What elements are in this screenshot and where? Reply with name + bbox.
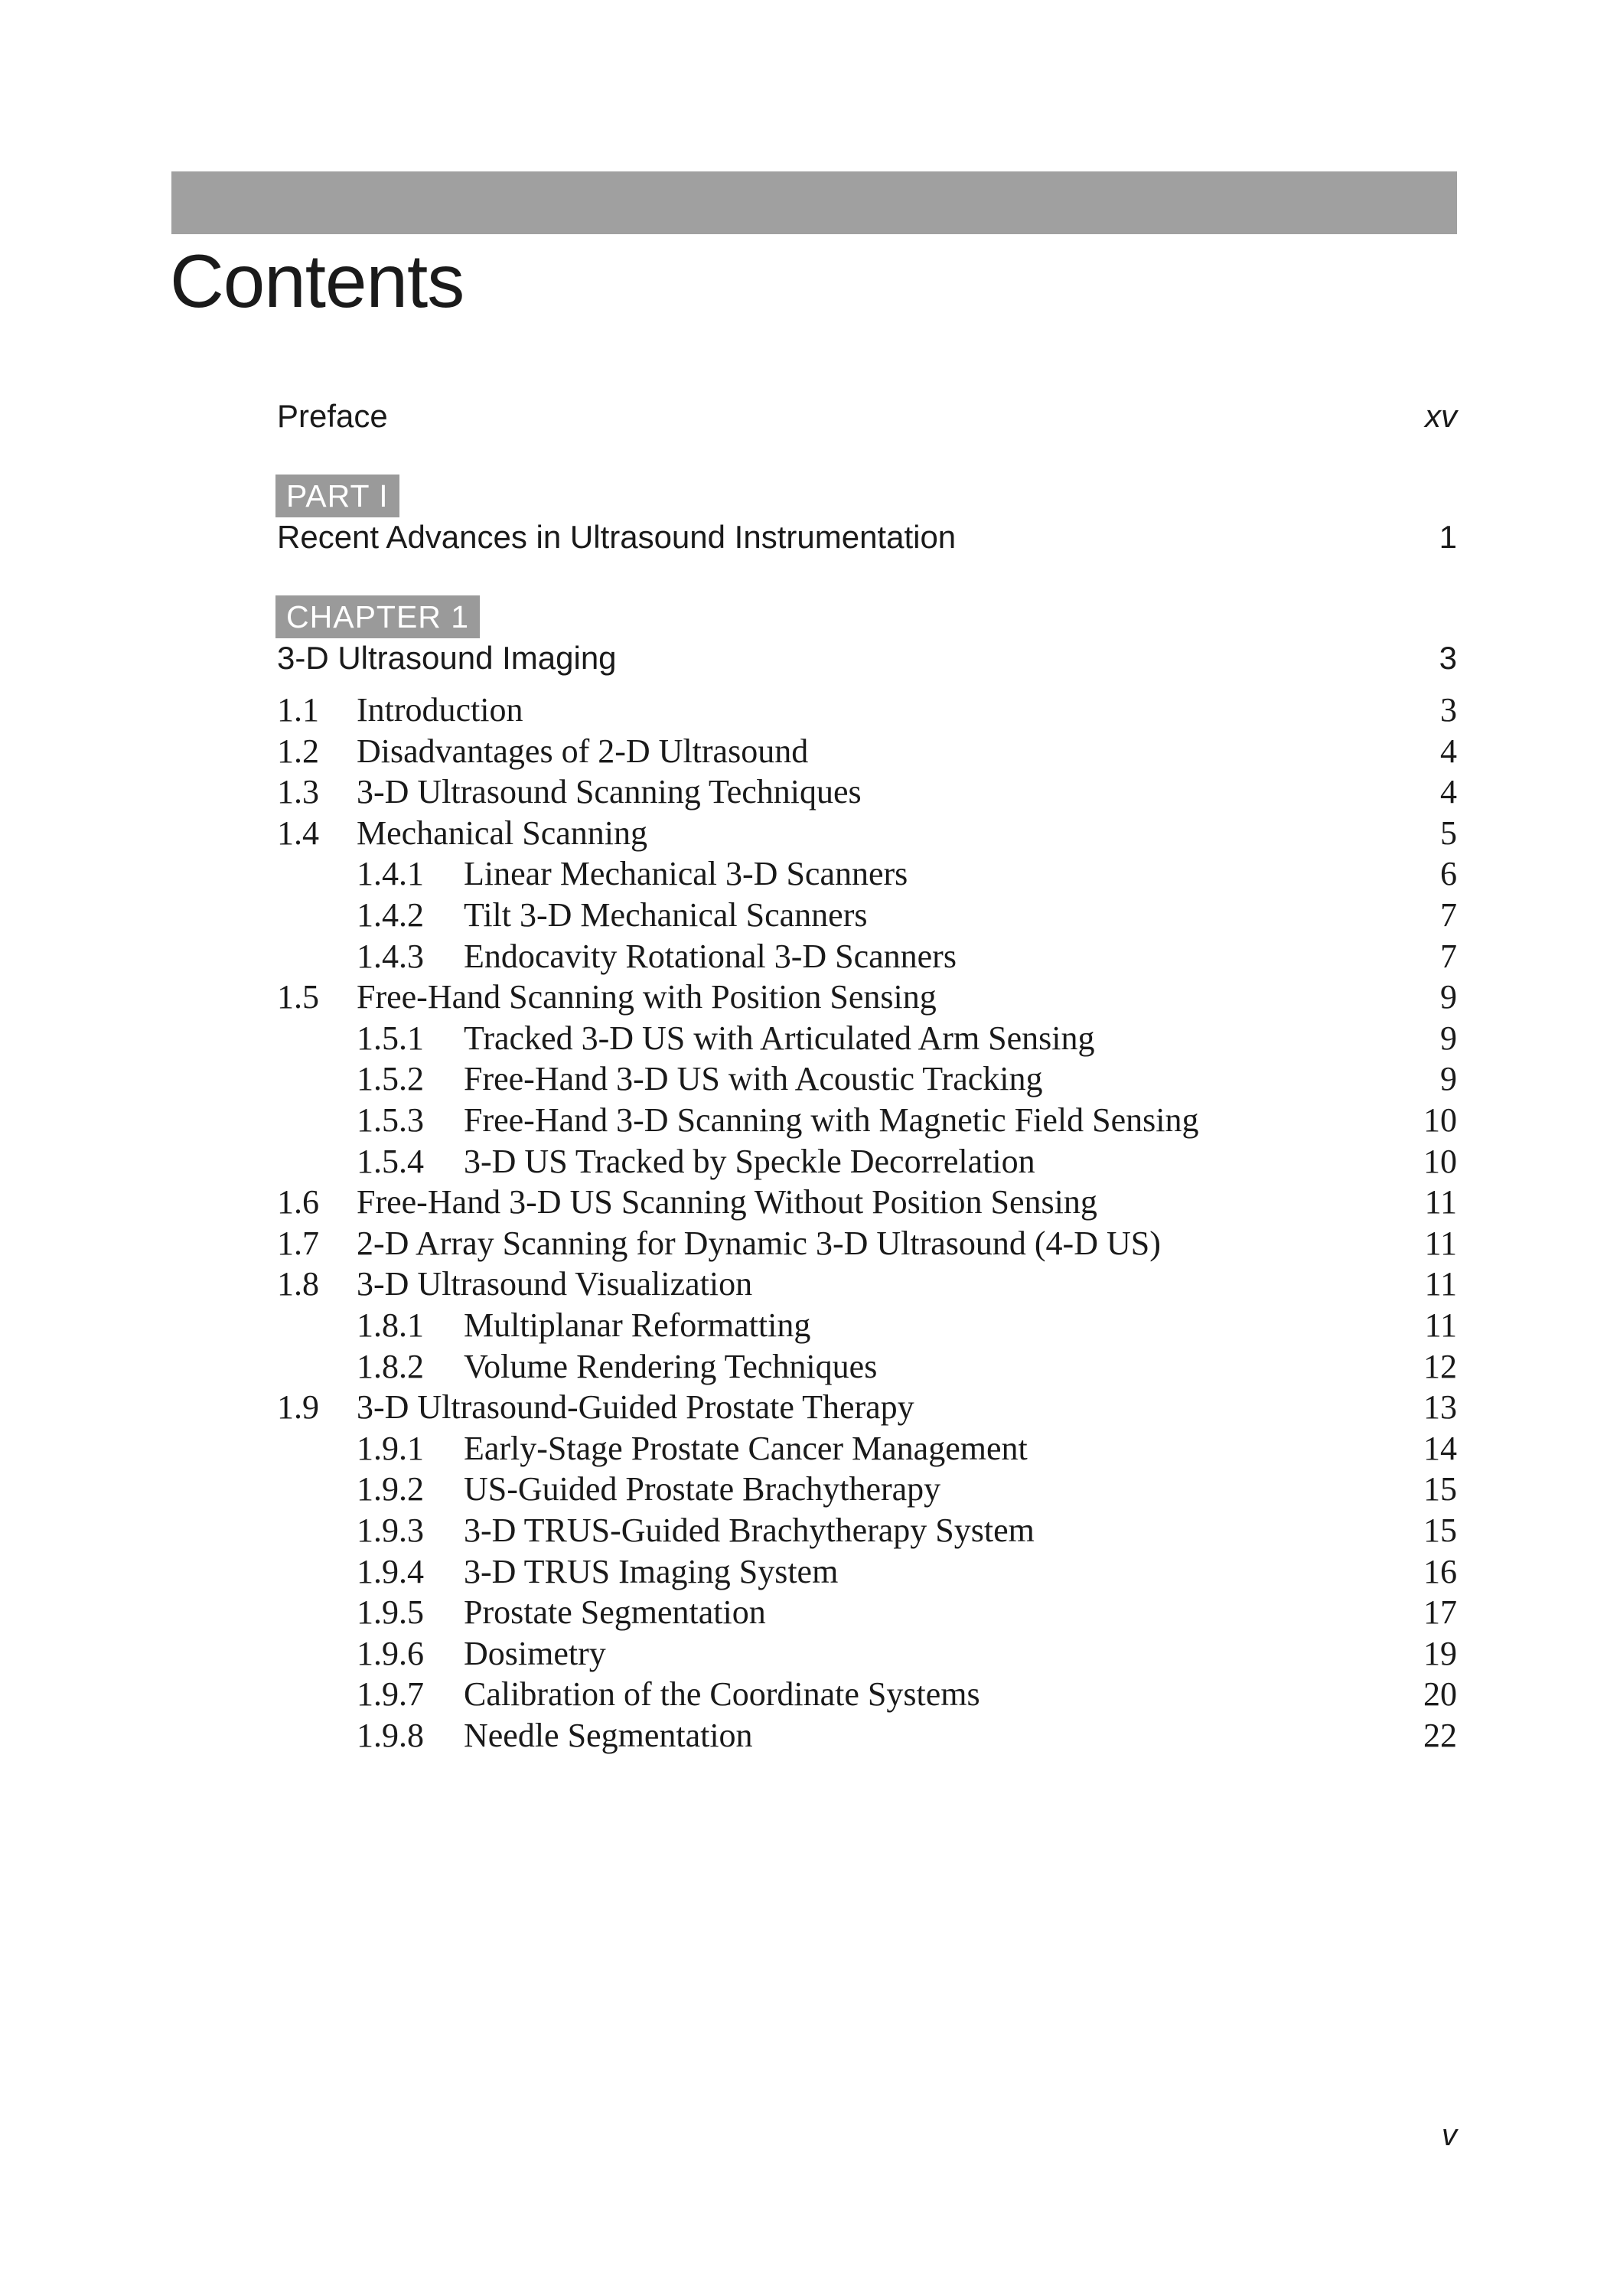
page-folio: v <box>1442 2118 1457 2152</box>
section-number: 1.4.3 <box>357 937 424 975</box>
toc-section-entry[interactable] <box>357 1675 1457 1714</box>
section-page: 7 <box>1440 937 1457 975</box>
section-page: 10 <box>1423 1142 1457 1180</box>
toc-entry-left <box>277 1388 914 1427</box>
section-number: 1.9.5 <box>357 1593 424 1632</box>
section-title: Multiplanar Reformatting <box>464 1306 811 1344</box>
section-number: 1.9.8 <box>357 1717 424 1754</box>
section-number: 1.9.2 <box>357 1470 424 1508</box>
chapter-badge: CHAPTER 1 <box>275 595 480 638</box>
toc-section-entry[interactable] <box>277 977 1457 1016</box>
toc-entry-left <box>277 814 647 853</box>
section-page: 11 <box>1424 1224 1457 1262</box>
toc-section-entry[interactable] <box>357 1552 1457 1591</box>
toc-entry-left <box>357 854 908 893</box>
section-number: 1.9.1 <box>357 1429 424 1467</box>
section-title: 3-D TRUS-Guided Brachytherapy System <box>464 1512 1035 1549</box>
toc-chapter-entry[interactable] <box>277 640 1457 677</box>
toc-entry-left <box>357 1469 940 1508</box>
section-title: 3-D Ultrasound Scanning Techniques <box>357 773 862 811</box>
section-title: 2-D Array Scanning for Dynamic 3-D Ultrasound (4-D US) <box>357 1224 1161 1262</box>
toc-entry-left <box>277 977 937 1016</box>
toc-entry-title: 3-D Ultrasound Imaging <box>277 640 617 676</box>
section-title: Introduction <box>357 691 523 729</box>
toc-entry-page: 1 <box>1439 519 1457 555</box>
toc-section-entry[interactable] <box>357 1142 1457 1181</box>
toc-entry-left <box>357 1634 606 1673</box>
section-title: 3-D US Tracked by Speckle Decorrelation <box>464 1142 1035 1180</box>
section-number: 1.4.2 <box>357 896 424 934</box>
section-page: 11 <box>1424 1183 1457 1221</box>
section-page: 10 <box>1423 1101 1457 1139</box>
toc-entry-left <box>357 1059 1043 1098</box>
section-title: Tilt 3-D Mechanical Scanners <box>464 896 868 934</box>
toc-section-entry[interactable] <box>357 1429 1457 1468</box>
section-number: 1.9.6 <box>357 1634 424 1672</box>
toc-section-entry[interactable] <box>357 937 1457 976</box>
section-page: 7 <box>1440 896 1457 934</box>
toc-entry-left <box>357 1716 753 1755</box>
toc-preface-entry[interactable] <box>277 398 1457 435</box>
section-page: 3 <box>1440 691 1457 729</box>
toc-entry-left <box>357 1429 1028 1468</box>
section-title: Endocavity Rotational 3-D Scanners <box>464 937 957 975</box>
toc-entry-left <box>277 690 523 729</box>
section-number: 1.9.3 <box>357 1512 424 1549</box>
section-number: 1.5 <box>277 978 319 1016</box>
section-title: Calibration of the Coordinate Systems <box>464 1675 980 1714</box>
toc-section-entry[interactable] <box>357 1101 1457 1140</box>
section-number: 1.9 <box>277 1388 319 1427</box>
section-title: Free-Hand 3-D US with Acoustic Tracking <box>464 1060 1043 1098</box>
toc-section-entry[interactable] <box>357 1019 1457 1058</box>
toc-section-entry[interactable] <box>357 1593 1457 1632</box>
toc-entry-left <box>357 1511 1035 1550</box>
section-page: 5 <box>1440 814 1457 852</box>
section-page: 11 <box>1424 1265 1457 1303</box>
section-title: Dosimetry <box>464 1634 606 1672</box>
toc-entry-left <box>357 895 867 934</box>
section-page: 15 <box>1423 1512 1457 1549</box>
section-title: US-Guided Prostate Brachytherapy <box>464 1470 941 1508</box>
section-number: 1.4.1 <box>357 855 424 893</box>
toc-section-entry[interactable] <box>357 1059 1457 1098</box>
toc-section-entry[interactable] <box>277 1224 1457 1263</box>
section-page: 14 <box>1423 1429 1457 1467</box>
section-number: 1.1 <box>277 691 319 729</box>
section-number: 1.6 <box>277 1183 319 1221</box>
toc-entry-title: Recent Advances in Ultrasound Instrumentation <box>277 519 957 555</box>
toc-entry-page: xv <box>1425 398 1457 434</box>
section-page: 16 <box>1423 1552 1457 1590</box>
toc-section-entry[interactable] <box>357 895 1457 934</box>
section-number: 1.5.3 <box>357 1101 424 1139</box>
toc-part-entry[interactable] <box>277 519 1457 556</box>
section-title: Early-Stage Prostate Cancer Management <box>464 1429 1028 1467</box>
section-page: 6 <box>1440 855 1457 893</box>
section-page: 4 <box>1440 732 1457 770</box>
toc-entry-left <box>357 937 957 976</box>
toc-entry-page: 3 <box>1439 640 1457 676</box>
toc-entry-left <box>277 772 862 811</box>
section-title: Disadvantages of 2-D Ultrasound <box>357 732 809 770</box>
section-page: 4 <box>1440 773 1457 811</box>
toc-section-entry[interactable] <box>357 1306 1457 1345</box>
section-title: Prostate Segmentation <box>464 1593 766 1632</box>
toc-section-entry[interactable] <box>357 1347 1457 1386</box>
toc-section-entry[interactable] <box>277 1182 1457 1221</box>
toc-entry-left <box>357 1142 1035 1181</box>
section-page: 13 <box>1423 1388 1457 1427</box>
section-title: Free-Hand 3-D Scanning with Magnetic Field Sensing <box>464 1101 1199 1139</box>
toc-section-entry[interactable] <box>277 690 1457 729</box>
section-number: 1.9.7 <box>357 1675 424 1714</box>
section-title: Needle Segmentation <box>464 1717 753 1754</box>
toc-section-entry[interactable] <box>277 1388 1457 1427</box>
section-title: 3-D Ultrasound-Guided Prostate Therapy <box>357 1388 914 1427</box>
section-number: 1.5.4 <box>357 1142 424 1180</box>
toc-entry-left <box>277 1182 1097 1221</box>
toc-section-entry[interactable] <box>277 772 1457 811</box>
toc-section-entry[interactable] <box>277 814 1457 853</box>
toc-section-entry[interactable] <box>357 854 1457 893</box>
section-number: 1.8.2 <box>357 1347 424 1385</box>
section-number: 1.3 <box>277 773 319 811</box>
section-number: 1.7 <box>277 1224 319 1262</box>
section-number: 1.5.1 <box>357 1019 424 1057</box>
section-number: 1.8 <box>277 1265 319 1303</box>
section-page: 11 <box>1424 1306 1457 1344</box>
section-title: 3-D Ultrasound Visualization <box>357 1265 753 1303</box>
section-title: Linear Mechanical 3-D Scanners <box>464 855 908 893</box>
section-title: Mechanical Scanning <box>357 814 647 852</box>
section-page: 20 <box>1423 1675 1457 1714</box>
section-number: 1.4 <box>277 814 319 852</box>
section-title: 3-D TRUS Imaging System <box>464 1552 839 1590</box>
section-number: 1.5.2 <box>357 1060 424 1098</box>
toc-entry-left <box>277 732 808 771</box>
toc-entry-left <box>357 1675 980 1714</box>
toc-entry-left <box>277 1224 1161 1263</box>
toc-section-entry[interactable] <box>277 1264 1457 1303</box>
part-badge: PART I <box>275 475 399 517</box>
section-number: 1.9.4 <box>357 1552 424 1590</box>
toc-section-entry[interactable] <box>357 1511 1457 1550</box>
section-page: 9 <box>1440 978 1457 1016</box>
toc-entry-left <box>357 1552 838 1591</box>
section-page: 9 <box>1440 1019 1457 1057</box>
toc-entry-left <box>357 1101 1199 1140</box>
section-title: Free-Hand Scanning with Position Sensing <box>357 978 937 1016</box>
toc-section-entry[interactable] <box>357 1634 1457 1673</box>
toc-entry-left <box>357 1306 810 1345</box>
section-title: Volume Rendering Techniques <box>464 1347 878 1385</box>
toc-entry-left <box>357 1347 877 1386</box>
section-title: Free-Hand 3-D US Scanning Without Position Sensing <box>357 1183 1097 1221</box>
toc-entry-left <box>357 1019 1095 1058</box>
section-number: 1.2 <box>277 732 319 770</box>
section-number: 1.8.1 <box>357 1306 424 1344</box>
section-title: Tracked 3-D US with Articulated Arm Sensing <box>464 1019 1095 1057</box>
page-title: Contents <box>170 239 464 323</box>
section-page: 9 <box>1440 1060 1457 1098</box>
toc-entry-left <box>277 1264 752 1303</box>
toc-section-entry[interactable] <box>357 1469 1457 1508</box>
toc-section-entry[interactable] <box>357 1716 1457 1755</box>
section-page: 19 <box>1423 1634 1457 1672</box>
toc-section-entry[interactable] <box>277 732 1457 771</box>
toc-entry-left <box>357 1593 766 1632</box>
section-page: 15 <box>1423 1470 1457 1508</box>
header-bar <box>171 171 1457 234</box>
toc-entry-title: Preface <box>277 398 388 434</box>
section-page: 17 <box>1423 1593 1457 1632</box>
section-page: 12 <box>1423 1347 1457 1385</box>
section-page: 22 <box>1423 1717 1457 1754</box>
